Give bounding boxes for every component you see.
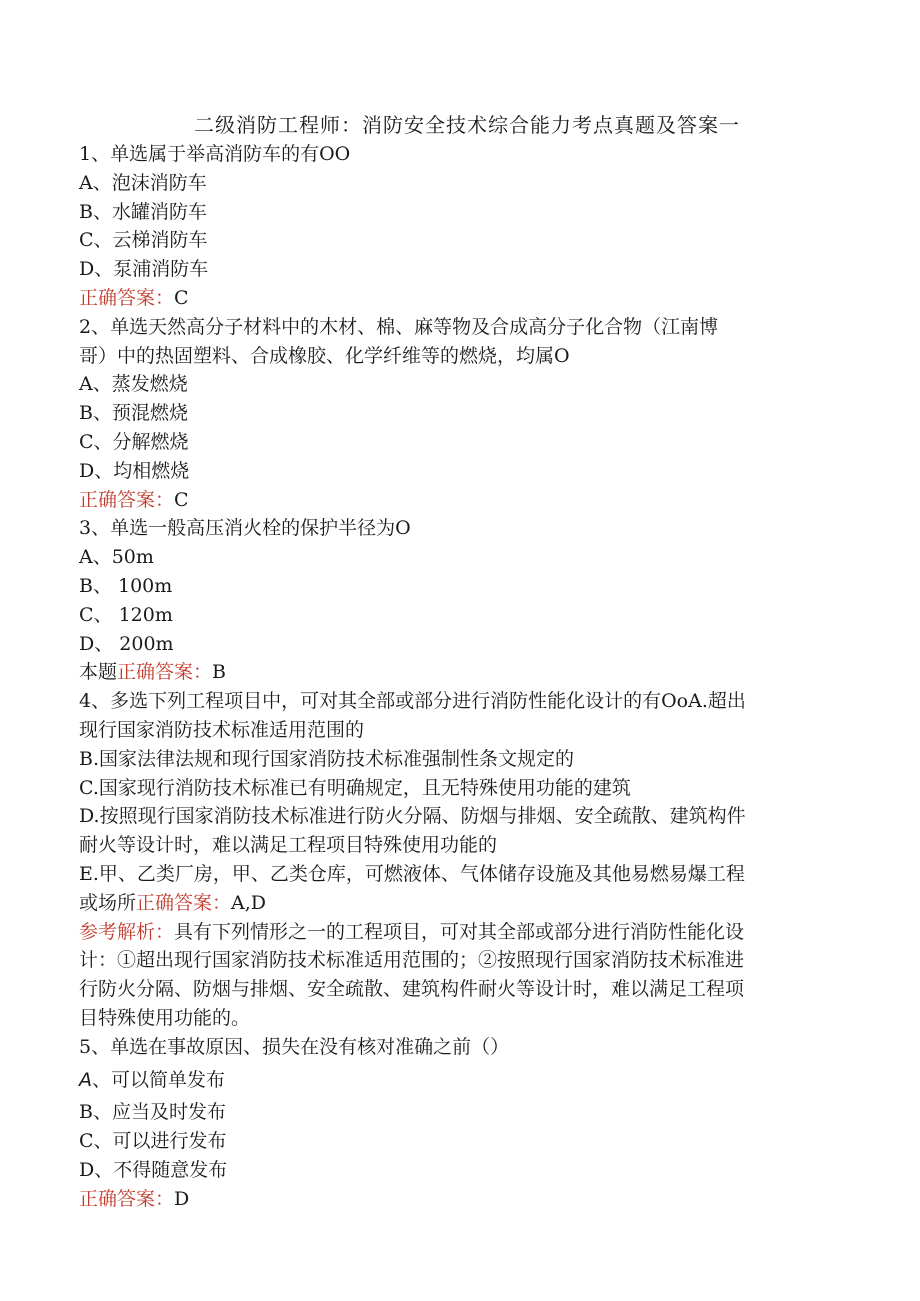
option-e-line-2-with-answer [79, 889, 839, 918]
option-b: B、水罐消防车 [79, 200, 207, 223]
question-4 [79, 687, 839, 1033]
analysis-line-1 [79, 918, 839, 947]
option-a: A、泡沫消防车 [79, 171, 207, 194]
analysis-line-3: 行防火分隔、防烟与排烟、安全疏散、建筑构件耐火等设计时，难以满足工程项 [79, 978, 745, 1001]
answer-prefix: 本题 [79, 661, 118, 684]
option-b: B、预混燃烧 [79, 402, 188, 425]
question-stem: 1、单选属于举高消防车的有OO [79, 143, 351, 165]
question-stem: 3、单选一般高压消火栓的保护半径为O [79, 517, 411, 540]
analysis-line-4: 目特殊使用功能的。 [79, 1006, 251, 1029]
answer [79, 486, 839, 515]
answer [79, 658, 839, 687]
option-d: D、不得随意发布 [79, 1158, 228, 1181]
answer-label: 正确答案： [117, 661, 213, 684]
question-2 [79, 313, 839, 515]
option-c: C.国家现行消防技术标准已有明确规定，且无特殊使用功能的建筑 [79, 776, 631, 799]
analysis-label: 参考解析： [79, 920, 175, 943]
option-d: D、均相燃烧 [79, 459, 190, 482]
option-c: C、云梯消防车 [79, 229, 208, 252]
question-stem-line-2: 哥）中的热固塑料、合成橡胶、化学纤维等的燃烧，均属O [79, 344, 570, 367]
option-d: D、 200m [79, 632, 174, 655]
document-title: 二级消防工程师：消防安全技术综合能力考点真题及答案一 [194, 113, 740, 137]
option-b: B.国家法律法规和现行国家消防技术标准强制性条文规定的 [79, 747, 575, 770]
question-stem-line-1: 4、多选下列工程项目中，可对其全部或部分进行消防性能化设计的有OoA.超出 [79, 690, 746, 713]
answer-value: A,D [231, 891, 267, 914]
option-e-line-2: 或场所 [79, 891, 137, 914]
answer-value: C [174, 488, 189, 511]
option-c: C、 120m [79, 603, 173, 626]
option-a-letter: A [79, 1068, 92, 1091]
answer [79, 284, 839, 313]
question-stem-line-2: 现行国家消防技术标准适用范围的 [79, 718, 365, 741]
option-d: D、泵浦消防车 [79, 258, 209, 281]
option-b: B、应当及时发布 [79, 1101, 226, 1124]
document-page [79, 110, 839, 1213]
option-d-line-2: 耐火等设计时，难以满足工程项目特殊使用功能的 [79, 834, 498, 857]
question-stem: 5、单选在事故原因、损失在没有核对准确之前（） [79, 1035, 510, 1058]
answer-value: D [174, 1187, 190, 1210]
question-5 [79, 1033, 839, 1214]
option-a: A、蒸发燃烧 [79, 373, 188, 396]
analysis-text-1: 具有下列情形之一的工程项目，可对其全部或部分进行消防性能化设 [174, 920, 745, 943]
answer-value: B [212, 661, 226, 684]
option-b: B、 100m [79, 574, 173, 597]
analysis-line-2: 计：①超出现行国家消防技术标准适用范围的；②按照现行国家消防技术标准进 [79, 949, 745, 972]
answer-label: 正确答案： [79, 488, 175, 511]
answer-value: C [174, 286, 189, 309]
question-stem-line-1: 2、单选天然高分子材料中的木材、棉、麻等物及合成高分子化合物（江南博 [79, 315, 719, 338]
answer-label: 正确答案： [79, 1187, 175, 1210]
option-c: C、可以进行发布 [79, 1130, 227, 1153]
answer-label: 正确答案： [79, 286, 175, 309]
option-a [79, 1066, 839, 1095]
option-a-text: 、可以简单发布 [92, 1068, 226, 1091]
answer-label: 正确答案： [136, 891, 232, 914]
option-d-line-1: D.按照现行国家消防技术标准进行防火分隔、防烟与排烟、安全疏散、建筑构件 [79, 805, 746, 828]
question-3 [79, 514, 839, 687]
option-e-line-1: E.甲、乙类厂房，甲、乙类仓库，可燃液体、气体储存设施及其他易燃易爆工程 [79, 862, 745, 885]
option-a: A、50m [79, 546, 154, 569]
question-1 [79, 140, 839, 313]
option-c: C、分解燃烧 [79, 430, 189, 453]
answer [79, 1185, 839, 1214]
